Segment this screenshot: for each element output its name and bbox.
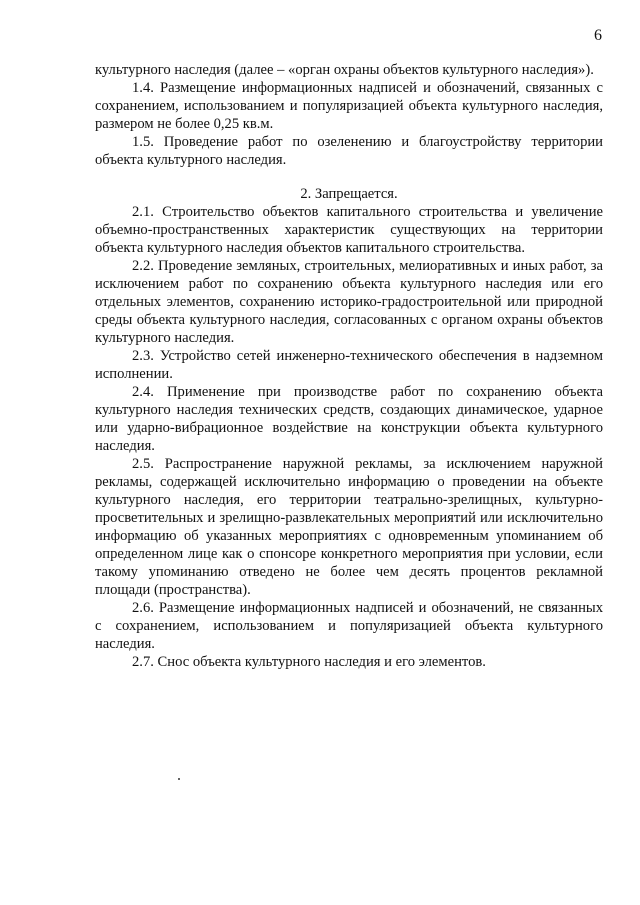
- item-2-5: [95, 455, 603, 599]
- item-1-4: [95, 79, 603, 133]
- item-number: 1.4.: [132, 80, 154, 96]
- document-body: [95, 61, 603, 671]
- item-text: Размещение информационных надписей и обозначений, не связанных с сохранением, использованием и популяризацией объекта культурного наследия.: [95, 600, 604, 652]
- item-2-4: [95, 383, 603, 455]
- item-number: 2.3.: [132, 348, 154, 364]
- item-number: 2.6.: [132, 600, 154, 616]
- item-number: 2.7.: [132, 654, 154, 670]
- continuation-paragraph: культурного наследия (далее – «орган охраны объектов культурного наследия»).: [95, 62, 594, 78]
- item-number: 2.1.: [132, 204, 154, 220]
- section-2-heading: 2. Запрещается.: [300, 186, 398, 202]
- item-text: Устройство сетей инженерно-технического обеспечения в надземном исполнении.: [95, 348, 603, 382]
- item-2-7: [95, 653, 603, 671]
- item-text: Проведение работ по озеленению и благоустройству территории объекта культурного наследия.: [95, 134, 603, 168]
- item-number: 2.4.: [132, 384, 154, 400]
- item-1-5: [95, 133, 603, 169]
- item-2-1: [95, 203, 603, 257]
- item-text: Снос объекта культурного наследия и его элементов.: [157, 654, 486, 670]
- item-2-3: [95, 347, 603, 383]
- page-number: 6: [594, 27, 602, 44]
- item-number: 1.5.: [132, 134, 154, 150]
- item-text: Проведение земляных, строительных, мелиоративных и иных работ, за исключением работ по сохранению объекта культурного наследия или его отдельных элементов, сохранению историко-градостроительной или природной среды объекта культурного наследия, согласованных с органом охраны объектов культурного наследия.: [95, 258, 603, 346]
- item-2-2: [95, 257, 603, 347]
- item-text: Строительство объектов капитального строительства и увеличение объемно-пространственных характеристик существующих на территории объекта культурного наследия объектов капитального строительства.: [95, 204, 603, 256]
- item-2-6: [95, 599, 603, 653]
- item-number: 2.5.: [132, 456, 154, 472]
- item-number: 2.2.: [132, 258, 154, 274]
- item-text: Распространение наружной рекламы, за исключением наружной рекламы, содержащей исключительно информацию о проведении на объекте культурного наследия, его территории театрально-зрелищных, культурно-просветительных и зрелищно-развлекательных мероприятий или исключительно информацию об указанных мероприятиях с одновременным упоминанием об определенном лице как о спонсоре конкретного мероприятия при условии, если такому упоминанию отведено не более чем десять процентов рекламной площади (пространства).: [95, 456, 603, 598]
- item-text: Размещение информационных надписей и обозначений, связанных с сохранением, использованием и популяризацией объекта культурного наследия, размером не более 0,25 кв.м.: [95, 80, 603, 132]
- item-text: Применение при производстве работ по сохранению объекта культурного наследия технических средств, создающих динамическое, ударное или ударно-вибрационное воздействие на конструкции объекта культурного наследия.: [95, 384, 603, 454]
- scan-speck: [178, 778, 180, 780]
